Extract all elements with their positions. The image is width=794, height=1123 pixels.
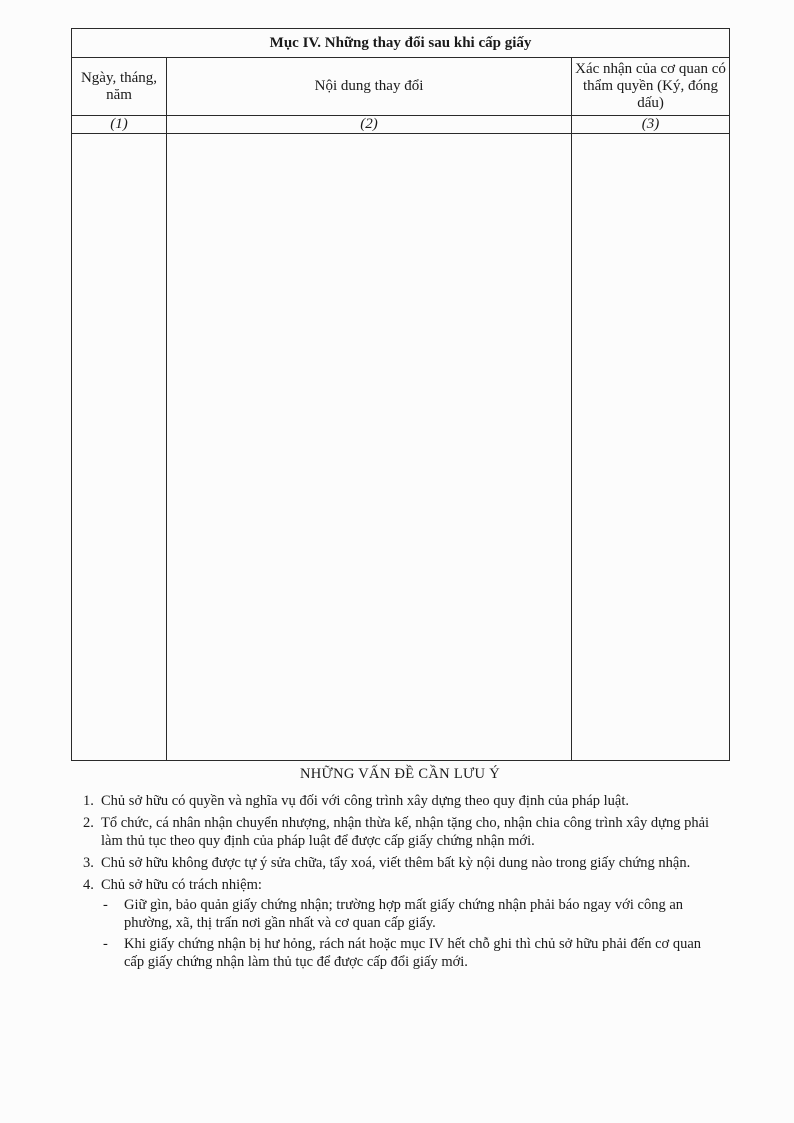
column-header-date: Ngày, tháng, năm [72, 58, 167, 116]
changes-table [71, 28, 730, 761]
note-number: 1. [83, 793, 94, 809]
column-header-confirmation: Xác nhận của cơ quan có thẩm quyền (Ký, đóng dấu) [572, 58, 730, 116]
column-number-2: (2) [167, 116, 572, 134]
responsibility-text: Khi giấy chứng nhận bị hư hỏng, rách nát hoặc mục IV hết chỗ ghi thì chủ sở hữu phải đến cơ quan cấp giấy chứng nhận làm thủ tục để được cấp đổi giấy mới. [124, 936, 702, 970]
note-text: Chủ sở hữu có trách nhiệm: [101, 877, 262, 893]
notes-list [70, 792, 730, 971]
note-number: 4. [83, 877, 94, 893]
note-item [70, 854, 730, 872]
note-item [70, 814, 730, 850]
column-header-content: Nội dung thay đổi [167, 58, 572, 116]
table-title: Mục IV. Những thay đổi sau khi cấp giấy [72, 29, 730, 58]
note-text: Tổ chức, cá nhân nhận chuyển nhượng, nhận thừa kế, nhận tặng cho, nhận chia công trình xây dựng phải làm thủ tục theo quy định của pháp luật để được cấp giấy chứng nhận mới. [101, 815, 710, 849]
empty-content-cell [167, 134, 572, 761]
responsibility-list [101, 896, 730, 971]
responsibility-text: Giữ gìn, bảo quản giấy chứng nhận; trường hợp mất giấy chứng nhận phải báo ngay với công an phường, xã, thị trấn nơi gần nhất và cơ quan cấp giấy. [124, 897, 684, 931]
column-number-1: (1) [72, 116, 167, 134]
note-text: Chủ sở hữu không được tự ý sửa chữa, tẩy xoá, viết thêm bất kỳ nội dung nào trong giấy chứng nhận. [101, 855, 691, 871]
notes-title: NHỮNG VẤN ĐỀ CẦN LƯU Ý [299, 766, 500, 782]
note-text: Chủ sở hữu có quyền và nghĩa vụ đối với công trình xây dựng theo quy định của pháp luật. [101, 793, 629, 809]
empty-confirmation-cell [572, 134, 730, 761]
note-number: 2. [83, 815, 94, 831]
empty-date-cell [72, 134, 167, 761]
column-number-3: (3) [572, 116, 730, 134]
dash-bullet: - [103, 936, 108, 952]
note-item [70, 876, 730, 971]
note-number: 3. [83, 855, 94, 871]
notes-section [70, 765, 730, 975]
responsibility-item [101, 935, 730, 971]
responsibility-item [101, 896, 730, 932]
dash-bullet: - [103, 897, 108, 913]
note-item [70, 792, 730, 810]
